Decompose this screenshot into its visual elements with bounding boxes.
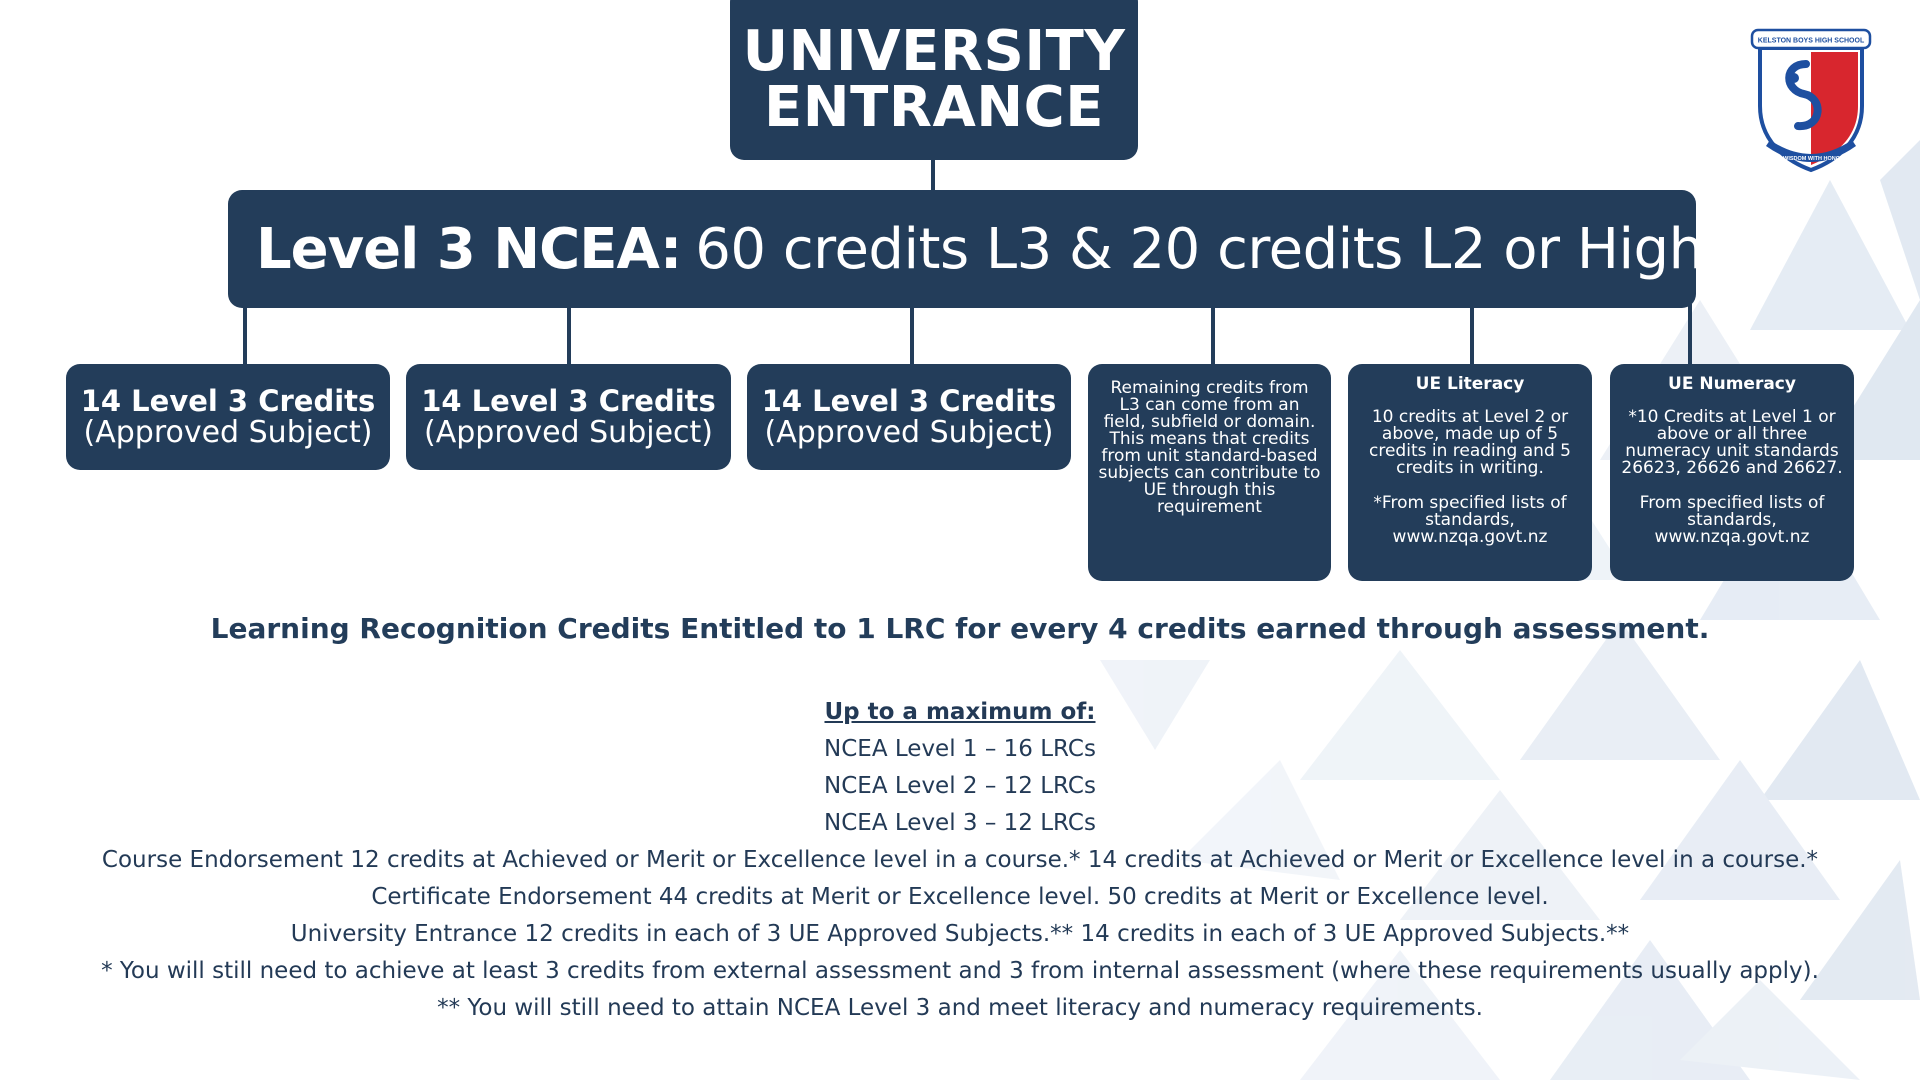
connector-box-1 [243,304,247,366]
title-line-2: ENTRANCE [764,75,1104,140]
lrc-line: NCEA Level 3 – 12 LRCs [824,810,1096,836]
lrc-footnote: ** You will still need to attain NCEA Level 3 and meet literacy and numeracy requirements. [437,995,1483,1021]
requirement-box [228,190,1761,308]
ue-literacy-heading: UE Literacy [1415,374,1525,394]
svg-text:KELSTON BOYS HIGH SCHOOL: KELSTON BOYS HIGH SCHOOL [1757,37,1865,45]
lrc-heading: Learning Recognition Credits Entitled to 1 LRC for every 4 credits earned through assessment. [210,612,1710,645]
approved-subject-box-3 [747,364,1071,470]
lrc-footnote: * You will still need to achieve at least 3 credits from external assessment and 3 from internal assessment (where these requirements usually apply). [101,958,1819,984]
ue-numeracy-heading: UE Numeracy [1668,374,1796,394]
lrc-line: NCEA Level 1 – 16 LRCs [824,736,1096,762]
ue-literacy-body: 10 credits at Level 2 or above, made up of 5 credits in reading and 5 credits in writing. [1369,407,1571,478]
credits-label: 14 Level 3 Credits [421,383,716,418]
ue-literacy-box [1348,364,1592,581]
lrc-line: Certificate Endorsement 44 credits at Merit or Excellence level. 50 credits at Merit or Excellence level. [371,884,1549,910]
ue-literacy-note: *From specified lists of standards, www.nzqa.govt.nz [1373,493,1567,547]
title-line-1: UNIVERSITY [742,19,1126,84]
requirement-text: 60 credits L3 & 20 credits L2 or Higher [695,216,1761,282]
subject-label: (Approved Subject) [424,414,713,450]
approved-subject-box-2 [406,364,731,470]
svg-text:TO WISDOM WITH HONOUR: TO WISDOM WITH HONOUR [1774,156,1848,162]
subject-label: (Approved Subject) [764,414,1054,450]
credits-label: 14 Level 3 Credits [761,383,1057,418]
connector-title [931,158,935,192]
ue-numeracy-body: *10 Credits at Level 1 or above or all three numeracy unit standards 26623, 26626 and 26627. [1621,407,1843,478]
connector-box-3 [910,304,914,366]
lrc-line: NCEA Level 2 – 12 LRCs [824,773,1096,799]
lrc-details [0,694,1920,1027]
approved-subject-box-1 [66,364,390,470]
lrc-line: University Entrance 12 credits in each of 3 UE Approved Subjects.** 14 credits in each of 3 UE Approved Subjects.** [290,921,1630,947]
ue-numeracy-box [1610,364,1854,581]
school-crest-logo [1748,28,1874,174]
connector-numeracy [1688,304,1692,366]
remaining-credits-text: Remaining credits from L3 can come from an field, subfield or domain. This means that credits from unit standard-based subjects can contribute to UE through this requirement [1098,378,1321,517]
ue-numeracy-note: From specified lists of standards, www.nzqa.govt.nz [1639,493,1825,547]
requirement-label: Level 3 NCEA: [256,216,682,282]
lrc-line: Course Endorsement 12 credits at Achieved or Merit or Excellence level in a course.* 14 credits at Achieved or Merit or Excellence level in a course.* [101,847,1819,873]
connector-remaining [1211,304,1215,366]
title-box [730,0,1138,160]
remaining-credits-box [1088,364,1331,581]
credits-label: 14 Level 3 Credits [80,383,376,418]
subject-label: (Approved Subject) [83,414,373,450]
connector-box-2 [567,304,571,366]
maximum-label: Up to a maximum of: [824,699,1096,725]
connector-literacy [1470,304,1474,366]
